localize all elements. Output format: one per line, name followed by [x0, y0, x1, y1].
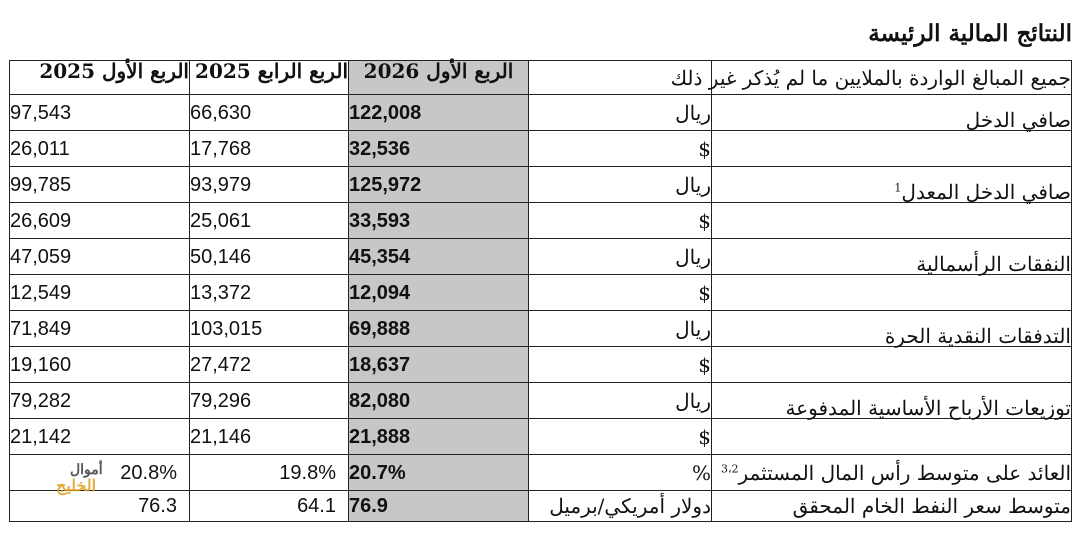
value-q1-2025: 97,543 [10, 95, 190, 131]
header-q1-2026: الربع الأول 2026 [349, 61, 529, 95]
value-q4-2025: 64.1 [190, 491, 349, 522]
table-row [10, 131, 1072, 167]
value-q1-2025: 26,011 [10, 131, 190, 167]
value-q1-2026: 20.7% [349, 455, 529, 491]
unit: $ [529, 275, 712, 311]
row-label [712, 347, 1072, 383]
table-row [10, 383, 1072, 419]
value-q4-2025: 25,061 [190, 203, 349, 239]
value-q1-2026: 125,972 [349, 167, 529, 203]
footnote-marker: 3،2 [720, 461, 739, 475]
value-q1-2026: 21,888 [349, 419, 529, 455]
value-q1-2026: 33,593 [349, 203, 529, 239]
row-label [712, 167, 1072, 203]
value-q1-2026: 45,354 [349, 239, 529, 275]
row-label [712, 383, 1072, 419]
watermark-line-1: أموال [70, 462, 103, 478]
unit: $ [529, 131, 712, 167]
unit: $ [529, 347, 712, 383]
table-row [10, 311, 1072, 347]
value-q4-2025: 66,630 [190, 95, 349, 131]
row-label [712, 491, 1072, 522]
value-q4-2025: 27,472 [190, 347, 349, 383]
row-label-text: صافي الدخل المعدل [901, 180, 1071, 204]
unit: ريال [529, 95, 712, 131]
value-q1-2025: 76.3 [10, 491, 190, 522]
table-row [10, 455, 1072, 491]
table-row [10, 203, 1072, 239]
row-label-text: صافي الدخل [965, 108, 1071, 132]
value-q1-2025: 21,142 [10, 419, 190, 455]
row-label [712, 311, 1072, 347]
value-q4-2025: 19.8% [190, 455, 349, 491]
value-q4-2025: 13,372 [190, 275, 349, 311]
table-row [10, 419, 1072, 455]
financial-results-table [9, 60, 1072, 522]
row-label [712, 275, 1072, 311]
value-q1-2026: 18,637 [349, 347, 529, 383]
value-q1-2026: 76.9 [349, 491, 529, 522]
value-q4-2025: 103,015 [190, 311, 349, 347]
header-q1-2025: الربع الأول 2025 [10, 61, 190, 95]
row-label-text: متوسط سعر النفط الخام المحقق [792, 494, 1071, 518]
row-label [712, 455, 1072, 491]
value-q1-2025: 79,282 [10, 383, 190, 419]
value-q1-2026: 82,080 [349, 383, 529, 419]
value-q1-2025: 71,849 [10, 311, 190, 347]
unit: ريال [529, 383, 712, 419]
row-label-text: العائد على متوسط رأس المال المستثمر [738, 460, 1071, 485]
row-label [712, 95, 1072, 131]
row-label-text: النفقات الرأسمالية [916, 252, 1071, 276]
table-header-row [10, 61, 1072, 95]
value-q4-2025: 50,146 [190, 239, 349, 275]
unit: % [529, 455, 712, 491]
value-q1-2026: 32,536 [349, 131, 529, 167]
watermark-line-2: الخليج [56, 476, 97, 495]
value-q1-2025: 26,609 [10, 203, 190, 239]
header-q4-2025: الربع الرابع 2025 [190, 61, 349, 95]
value-q1-2025: 99,785 [10, 167, 190, 203]
value-q4-2025: 79,296 [190, 383, 349, 419]
row-label-text: توزيعات الأرباح الأساسية المدفوعة [785, 396, 1071, 420]
value-q1-2025: 47,059 [10, 239, 190, 275]
unit: ريال [529, 239, 712, 275]
table-row [10, 167, 1072, 203]
unit: $ [529, 419, 712, 455]
unit: $ [529, 203, 712, 239]
footnote-marker: 1 [894, 181, 902, 195]
row-label [712, 131, 1072, 167]
value-q1-2026: 69,888 [349, 311, 529, 347]
unit: ريال [529, 167, 712, 203]
page-title: النتائج المالية الرئيسة [868, 20, 1072, 47]
value-q4-2025: 21,146 [190, 419, 349, 455]
unit: دولار أمريكي/برميل [529, 491, 712, 522]
value-q4-2025: 17,768 [190, 131, 349, 167]
table-row [10, 491, 1072, 522]
unit: ريال [529, 311, 712, 347]
row-label [712, 239, 1072, 275]
header-note: جميع المبالغ الواردة بالملايين ما لم يُذكر غير ذلك [712, 61, 1072, 95]
value-q1-2026: 12,094 [349, 275, 529, 311]
row-label [712, 203, 1072, 239]
table-row [10, 239, 1072, 275]
value-q1-2025: 12,549 [10, 275, 190, 311]
value-q1-2025: 19,160 [10, 347, 190, 383]
row-label-text: التدفقات النقدية الحرة [884, 324, 1071, 348]
value-q1-2025: 20.8% [10, 455, 190, 491]
row-label [712, 419, 1072, 455]
value-q1-2026: 122,008 [349, 95, 529, 131]
table-row [10, 275, 1072, 311]
table-row [10, 347, 1072, 383]
table-row [10, 95, 1072, 131]
value-q4-2025: 93,979 [190, 167, 349, 203]
